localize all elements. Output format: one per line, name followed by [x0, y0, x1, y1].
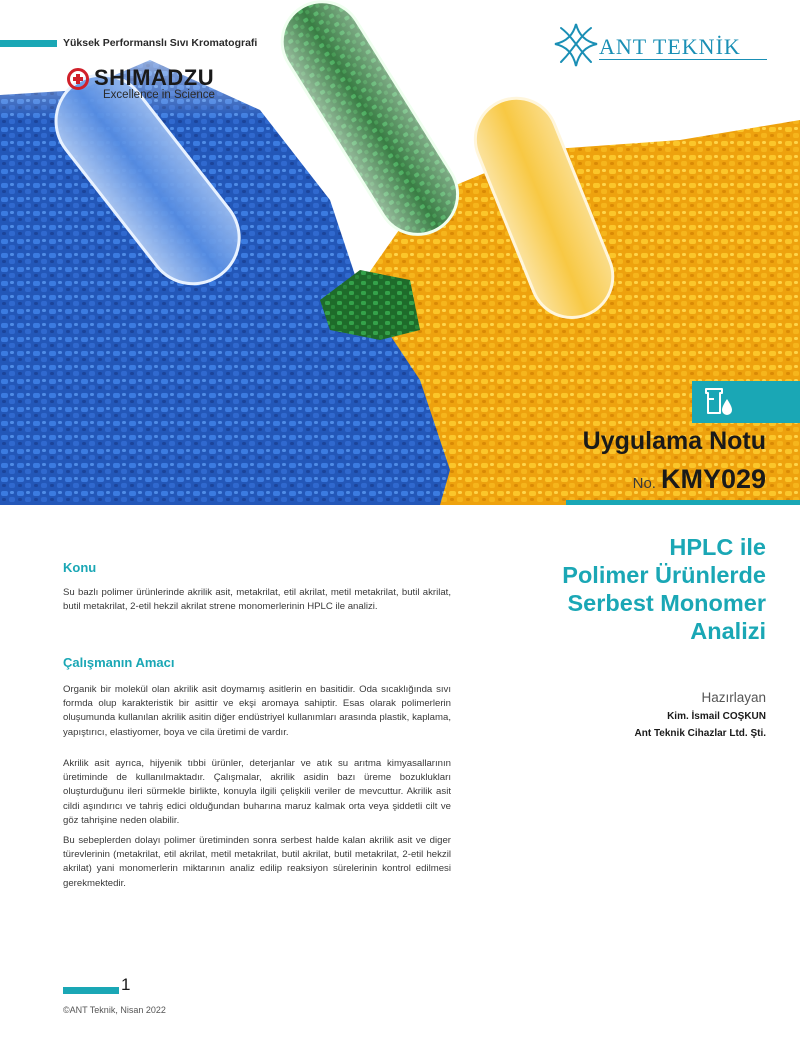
hero-image	[0, 0, 800, 505]
shimadzu-tagline: Excellence in Science	[103, 89, 215, 101]
ant-teknik-underline	[599, 59, 767, 60]
section-heading-amac: Çalışmanın Amacı	[63, 655, 175, 670]
note-accent-bar	[566, 500, 800, 505]
ant-teknik-logo	[553, 18, 783, 74]
section-heading-konu: Konu	[63, 560, 97, 575]
application-icon-box	[692, 381, 800, 423]
amac-paragraph-1: Organik bir molekül olan akrilik asit doymamış asitlerin en basitidir. Oda sıcaklığında sıvı formda olup karakteristik bir asittir ve ekşi aromaya sahiptir. Esas olarak polimerlerin oluşumunda kullanılan akrilik asitin diğer endüstriyel kullanımları arasında plastik, kaplama, yapıştırıcı, elastiyomer, boya ve cila üretimi de vardır.	[63, 684, 451, 738]
ant-teknik-wordmark: ANT TEKNİK	[599, 34, 741, 59]
ant-teknik-star-icon	[553, 18, 599, 74]
note-number: KMY029	[660, 464, 766, 494]
lab-flask-droplet-icon	[702, 385, 736, 419]
konu-paragraph: Su bazlı polimer ürünlerinde akrilik asit, metakrilat, etil akrilat, metil metakrilat, butil akrilat, butil metakrilat, 2-etil hekzil akrilat strene monomerlerinin HPLC ile analizi.	[63, 587, 451, 613]
page-number: 1	[121, 975, 131, 994]
header-accent-bar	[0, 40, 57, 47]
document-main-title	[470, 533, 766, 645]
amac-paragraph-2: Akrilik asit ayrıca, hijyenik tıbbi ürünler, deterjanlar ve atık su arıtma kimyasallarının üretiminde de kullanılmaktadır. Çalışmalar, akrilik asidin bazı üreme bozuklukları oluşturduğunu ileri sürmekle birlikte, konuyla ilgili çelişkili veriler de mevcuttur. Akrilik asit cildi aşındırıcı ve tahriş edici olduğundan buharına maruz kalmak orta veya şiddetli cilt ve göz tahrişine neden olabilir.	[63, 758, 451, 826]
main-title-line: Serbest Monomer	[567, 590, 766, 616]
main-title-line: Polimer Ürünlerde	[562, 562, 766, 588]
main-title-line: HPLC ile	[669, 534, 766, 560]
shimadzu-logo	[67, 66, 237, 106]
shimadzu-emblem-icon	[67, 68, 89, 90]
author-name: Kim. İsmail COŞKUN	[667, 711, 766, 722]
shimadzu-wordmark: SHIMADZU	[94, 65, 215, 90]
application-note-title: Uygulama Notu	[582, 427, 766, 455]
author-company: Ant Teknik Cihazlar Ltd. Şti.	[634, 728, 766, 739]
main-title-line: Analizi	[690, 618, 766, 644]
document-category: Yüksek Performanslı Sıvı Kromatografi	[63, 37, 258, 49]
application-note-number-row	[560, 464, 766, 495]
prepared-by-label: Hazırlayan	[701, 690, 766, 705]
copyright-notice: ©ANT Teknik, Nisan 2022	[63, 1005, 166, 1015]
amac-paragraph-3: Bu sebeplerden dolayı polimer üretiminden sonra serbest halde kalan akrilik asit ve diger türevlerinin (metakrilat, etil akrilat, metil metakrilat, butil akrilat, butil metakrilat, 2-etil hekzil akrilat) yani monomerlerin miktarının analiz edilip reaksiyon sürelerinin kontrol edilmesi gerekmektedir.	[63, 835, 451, 889]
note-number-label: No.	[632, 475, 656, 492]
footer-accent-bar	[63, 987, 119, 994]
